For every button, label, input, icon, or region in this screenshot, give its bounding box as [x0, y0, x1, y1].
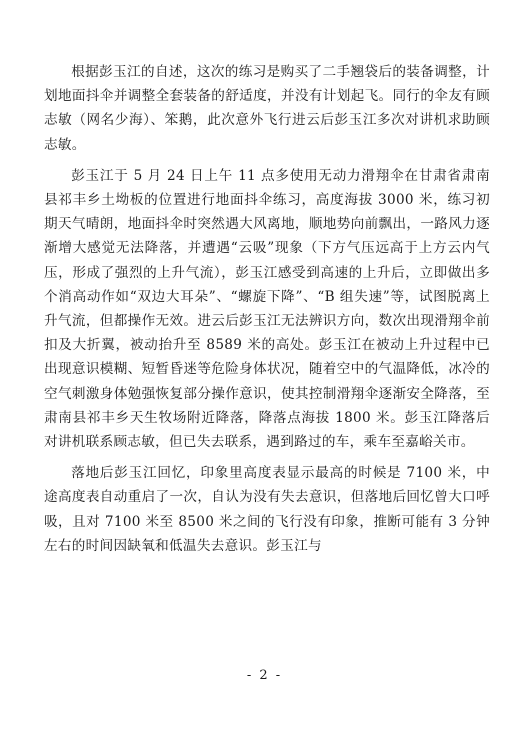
paragraph-training-purpose: 根据彭玉江的自述，这次的练习是购买了二手翘袋后的装备调整，计划地面抖伞并调整全套装备的舒适度，并没有计划起飞。同行的伞友有顾志敏（网名少海）、笨鹅，此次意外飞行进云后彭玉江多次对讲机求助顾志敏。 [44, 64, 490, 153]
paragraph-landing-recollection: 落地后彭玉江回忆，印象里高度表显示最高的时候是 7100 米，中途高度表自动重启了一次，自认为没有失去意识，但落地后回忆曾大口呼吸，且对 7100 米至 8500 米之间的飞行没有印象，推断可能有 3 分钟左右的时间因缺氧和低温失去意识。彭玉江与 [44, 465, 490, 554]
paragraph-incident-account: 彭玉江于 5 月 24 日上午 11 点多使用无动力滑翔伞在甘肃省肃南县祁丰乡土坳板的位置进行地面抖伞练习，高度海拔 3000 米，练习初期天气晴朗，地面抖伞时突然遇大风离地，顺地势向前飘出，一路风力逐渐增大感觉无法降落，并遭遇“云吸”现象（下方气压远高于上方云内气压，形成了强烈的上升气流），彭玉江感受到高速的上升后，立即做出多个消高动作如“双边大耳朵”、“螺旋下降”、“B 组失速”等，试图脱离上升气流，但都操作无效。进云后彭玉江无法辨识方向，数次出现滑翔伞前扣及大折翼，被动抬升至 8589 米的高处。彭玉江在被动上升过程中已出现意识模糊、短暂昏迷等危险身体状况，随着空中的气温降低，冰冷的空气刺激身体勉强恢复部分操作意识，使其控制滑翔伞逐渐安全降落，至肃南县祁丰乡天生牧场附近降落，降落点海拔 1800 米。彭玉江降落后对讲机联系顾志敏，但已失去联系，遇到路过的车，乘车至嘉峪关市。 [44, 167, 490, 451]
page-number: - 2 - [246, 668, 283, 683]
document-body [44, 60, 490, 565]
